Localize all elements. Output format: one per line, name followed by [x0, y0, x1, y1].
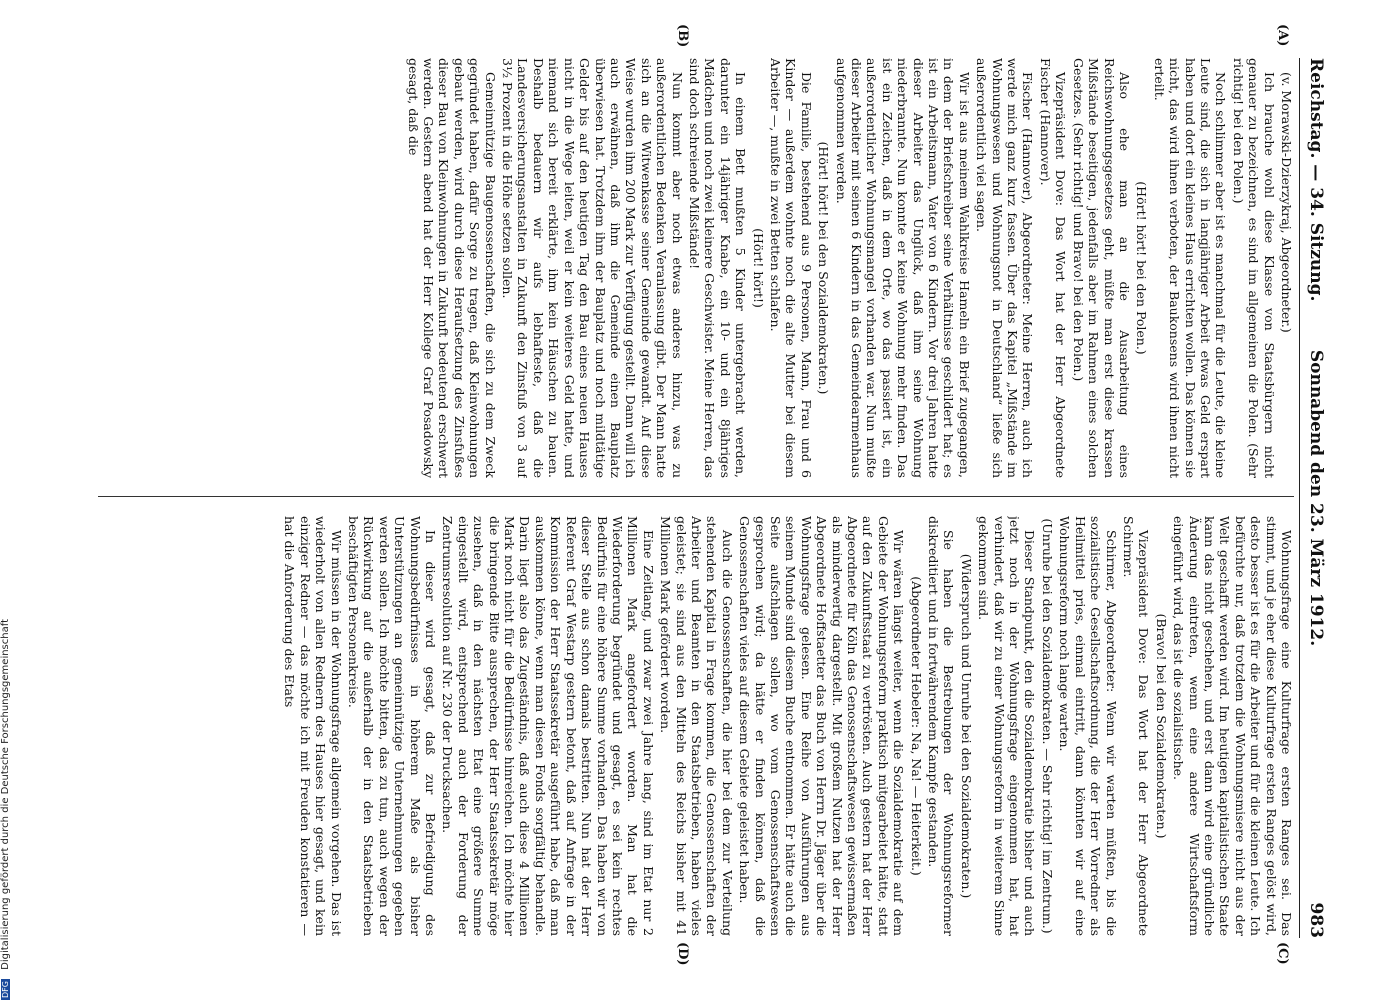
paragraph: (v. Morawski-Dzierzykraj, Abgeordneter.): [1279, 72, 1294, 333]
interjection: (Hört! hört!): [750, 228, 766, 308]
paragraph: Vizepräsident Dove: Das Wort hat der Herr Abgeordnete Schirmer.: [1120, 516, 1152, 936]
page-number: 983: [1306, 902, 1326, 938]
paragraph: Auch die Genossenschaften, die hier bei dem zur Verteilung stehenden Kapital in Frage kommen, die Genossenschaften der Arbeiter und Beamten in den Staatsbetrieben, haben vieles geleistet; sie sind aus den Mitteln des Reichs bisher mit 41 Millionen Mark gefördert worden.: [658, 516, 735, 936]
paragraph: In dieser wird gesagt, daß zur Befriedigung des Wohnungsbedürfnisses in höherem Maße als bisher Unterstützungen an gemeinnützige Unternehmungen gegeben werden sollen. Ich möchte bitten, das zu tun, auch wegen der Rückwirkung auf die außerhalb der in den Staatsbetrieben beschäftigten Personenkreise.: [346, 516, 439, 936]
paragraph: Fischer (Hannover), Abgeordneter: Meine Herren, auch ich werde mich ganz kurz fassen. Über das Kapitel „Mißstände im Wohnungswesen und Wohnungsnot in Deutschland“ ließe sich außerordentlich viel sagen.: [974, 58, 1036, 478]
paragraph: Vizepräsident Dove: Das Wort hat der Herr Abgeordnete Fischer (Hannover).: [1037, 58, 1069, 478]
interjection: (Hört! hört! bei den Polen.): [1134, 181, 1150, 355]
interjection: (Abgeordneter Hebeler: Na, Na! — Heiterkeit.): [908, 576, 924, 876]
paragraph: Die Familie, bestehend aus 9 Personen, Mann, Frau und 6 Kinder — außerdem wohnte noch die alte Mutter bei diesem Arbeiter —, mußte in zwei Betten schlafen.: [768, 58, 814, 478]
margin-mark-a: (A): [1275, 24, 1290, 47]
paragraph: Wir ist aus meinem Wahlkreise Hameln ein Brief zugegangen, in dem der Briefschreiber seine Verhältnisse geschildert hat; es ist ein Arbeitsmann, Vater von 6 Kindern. Vor drei Jahren hatte dieser Arbeiter das Unglück, daß ihm seine Wohnung niederbrannte. Nun konnte er keine Wohnung mehr finden. Das ist ein Zeichen, daß in dem Orte, wo das passiert ist, ein außerordentlicher Wohnungsmangel vorhanden war. Nun mußte dieser Arbeiter mit seinen 6 Kindern in das Gemeindearmenhaus aufgenommen werden.: [833, 58, 972, 478]
page-header: [1299, 58, 1330, 938]
column-divider: [98, 496, 1294, 497]
paragraph: Noch schlimmer aber ist es manchmal für die Leute, die kleine Leute sind, die sich in langjähriger Arbeit etwas Geld erspart haben und dort ein kleines Haus errichten wollen. Das können sie nicht, das wird ihnen verboten, der Baukonsens wird ihnen nicht erteilt.: [1151, 58, 1229, 478]
header-session: Reichstag. — 34. Sitzung.: [1306, 58, 1326, 302]
digitization-footer: [0, 0, 14, 1000]
paragraph: Gemeinnützige Baugenossenschaften, die sich zu dem Zweck gegründet haben, dafür Sorge zu tragen, daß Kleinwohnungen gebaut werden, wird durch diese Heraufsetzung des Zinsfußes dieser Bau von Kleinwohnungen in Zukunft bedeutend erschwert werden. Gestern abend hat der Herr Kollege Graf Posadowsky gesagt, daß die: [405, 58, 498, 478]
paragraph: Schirmer, Abgeordneter: Wenn wir warten müßten, bis die sozialistische Gesellschaftsordnung, die der Herr Vorredner als Heilmittel pries, einmal eintritt, dann könnten wir auf eine Wohnungsreform noch lange warten.: [1057, 516, 1119, 936]
rotated-page-content: [80, 24, 1330, 966]
paragraph: Nun kommt aber noch etwas anderes hinzu, was zu außerordentlichen Bedenken Veranlassung gibt. Der Mann hatte sich an die Witwenkasse seiner Gemeinde gewandt. Auf diese Weise wurden ihm 200 Mark zur Verfügung gestellt. Dann will ich auch erwähnen, daß ihm die Gemeinde einen Bauplatz überwiesen hat. Trotzdem ihm der Bauplatz und noch mildtätige Gelder bis auf den heutigen Tag den Bau eines neuen Hauses nicht in die Wege leiten, weil er kein weiteres Geld hatte, und niemand sich bereit erklärte, ihm kein Häuschen zu bauen. Deshalb bedauern wir aufs lebhafteste, daß die Landesversicherungsanstalten in Zukunft den Zinsfuß von 3 auf 3½ Prozent in die Höhe setzen sollen.: [500, 58, 685, 478]
paragraph: Wohnungsfrage eine Kulturfrage ersten Ranges sei. Das stimmt, und je eher diese Kulturfrage ersten Ranges gelöst wird, desto besser ist es für die Arbeiter und für die kleinen Leute. Ich befürchte nur, daß trotzdem die Wohnungsmisere nicht aus der Welt geschafft werden wird. Im heutigen kapitalistischen Staate kann das nicht geschehen, und erst dann wird eine gründliche Änderung eintreten, wenn eine andere Wirtschaftsform eingeführt wird, das ist die sozialistische.: [1171, 516, 1294, 936]
paragraph: Eine Zeitlang, und zwar zwei Jahre lang, sind im Etat nur 2 Millionen Mark angefordert worden. Man hat die Wiederforderung begründet und gesagt, es sei kein rechtes Bedürfnis für eine höhere Summe vorhanden. Das haben wir von dieser Stelle aus schon damals bestritten. Nun hat der Herr Referent Graf Westarp gestern betont, daß auf Anfrage in der Kommission der Herr Staatssekretär ausgeführt habe, daß man auskommen könne, wenn man diesen Fonds sorgfältig behandle. Darin liegt also das Zugeständnis, daß auch diese 4 Millionen Mark noch nicht für die Bedürfnisse hinreichen. Ich möchte hier die bringende Bitte aussprechen, der Herr Staatssekretär möge zusehen, daß in den nächsten Etat eine größere Summe eingestellt wird, entsprechend auch der Forderung der Zentrumsresolution auf Nr. 230 der Drucksachen.: [440, 516, 656, 936]
interjection: (Widerspruch und Unruhe bei den Sozialdemokraten.): [958, 553, 974, 899]
paragraph: Ich brauche wohl diese Klasse von Staatsbürgern nicht genauer zu bezeichnen, es sind im allgemeinen die Polen. (Sehr richtig! bei den Polen.): [1230, 58, 1277, 478]
right-text-column: [98, 516, 1294, 936]
margin-mark-b: (B): [675, 24, 690, 48]
paragraph: Sie haben die Bestrebungen der Wohnungsreformer diskreditiert und in fortwährendem Kampfe gestanden.: [926, 516, 957, 936]
footer-text: Digitalisierung gefördert durch die Deutsche Forschungsgemeinschaft: [0, 619, 11, 970]
paragraph: Also ehe man an die Ausarbeitung eines Reichswohnungsgesetzes geht, müßte man erst diese krassen Mißstände beseitigen, jedenfalls aber im Rahmen eines solchen Gesetzes. (Sehr richtig! und Bravo! bei den Polen.): [1070, 58, 1132, 478]
interjection: (Unruhe bei den Sozialdemokraten. — Sehr richtig! im Zentrum.): [1039, 518, 1055, 934]
margin-mark-c: (C): [1275, 942, 1290, 965]
header-date: Sonnabend den 23. März 1912.: [1306, 349, 1326, 647]
paragraph: In einem Bett mußten 5 Kinder untergebracht werden, darunter ein 14jähriger Knabe, ein 10- und ein 8jähriges Mädchen und noch zwei kleinere Geschwister. Meine Herren, das sind doch schreiende Mißstände!: [686, 58, 749, 478]
paragraph: Dieser Standpunkt, den die Sozialdemokratie bisher und auch jetzt noch in der Wohnungsfrage eingenommen hat, hat verhindert, daß wir zu einer Wohnungsreform in weiterem Sinne gekommen sind.: [976, 516, 1038, 936]
interjection: (Hört! hört! bei den Sozialdemokraten.): [816, 141, 832, 395]
dfg-logo: DFG: [0, 981, 10, 998]
interjection: (Bravo! bei den Sozialdemokraten.): [1153, 613, 1169, 839]
left-text-column: [98, 58, 1294, 478]
margin-mark-d: (D): [675, 942, 690, 966]
paragraph: Wir wären längst weiter, wenn die Sozialdemokratie auf dem Gebiete der Wohnungsreform praktisch mitgearbeitet hätte, statt auf den Zukunftsstaat zu vertrösten. Auch gestern hat der Herr Abgeordnete für Köln das Genossenschaftswesen gewissermaßen als minderwertig dargestellt. Mit großem Nutzen hat der Herr Abgeordnete Hoffstaetter das Buch von Herrn Dr. Jäger über die Wohnungsfrage gelesen. Eine Reihe von Ausführungen aus seinem Munde sind diesem Buche entnommen. Er hätte auch die Seite aufschlagen sollen, wo vom Genossenschaftswesen gesprochen wird; da hätte er finden können, daß die Genossenschaften vieles auf diesem Gebiete geleistet haben.: [737, 516, 907, 936]
paragraph: Wir müssen in der Wohnungsfrage allgemein vorgehen. Das ist wiederholt von allen Rednern des Hauses hier gesagt, und kein einziger Redner — das möchte ich mit Freuden konstatieren — hat die Anforderung des Etats: [282, 516, 344, 936]
